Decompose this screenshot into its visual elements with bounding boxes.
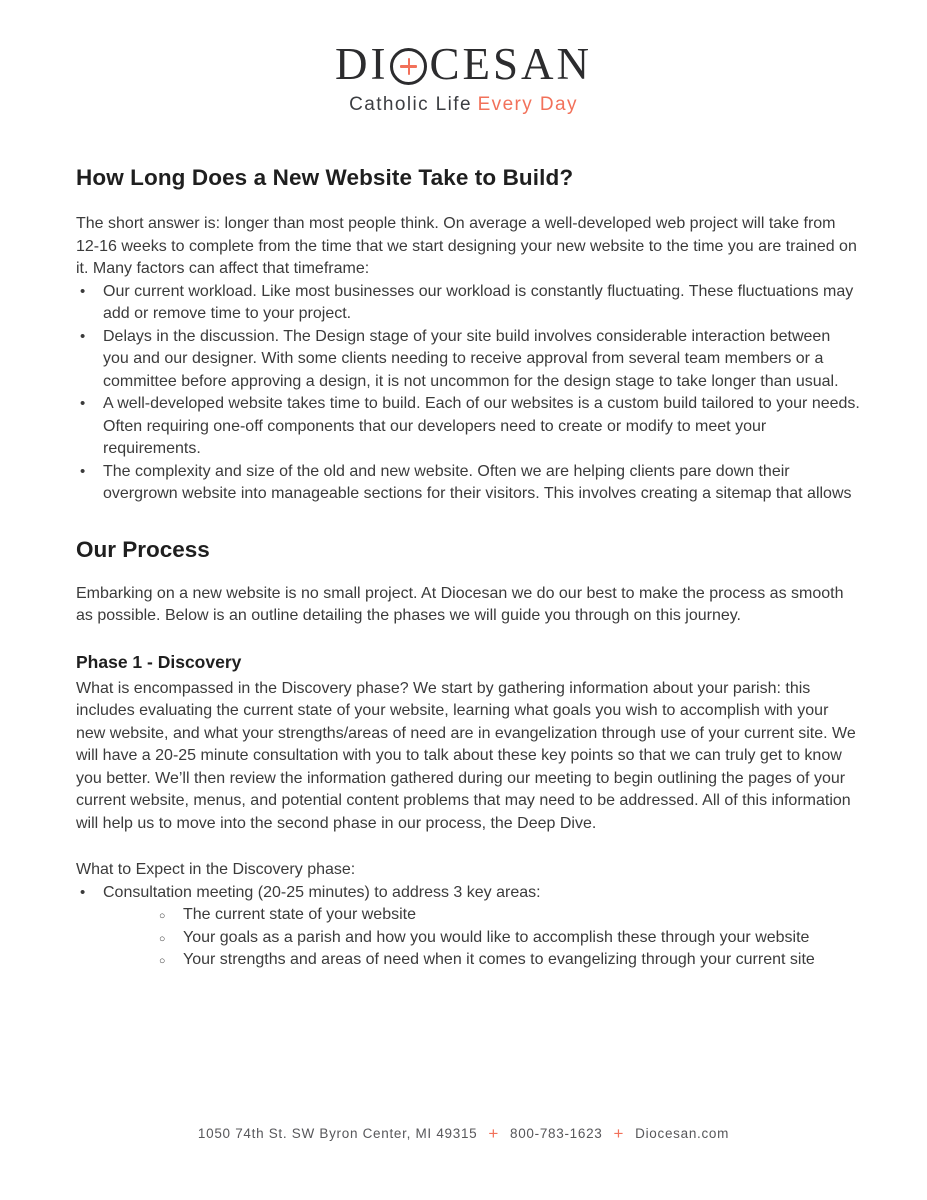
section-title-our-process: Our Process — [76, 536, 210, 562]
cross-vertical-bar — [408, 58, 410, 75]
footer-website: Diocesan.com — [635, 1126, 730, 1141]
list-item: • A well-developed website takes time to build. Each of our websites is a custom build tailored to your needs. Often requiring one-off components that our developers need to create or modify to meet your requirements. — [76, 393, 860, 461]
tagline-dark-text: Catholic Life — [349, 94, 472, 115]
logo-text-right: CESAN — [429, 39, 592, 89]
diocesan-logo — [0, 39, 927, 89]
plus-separator-icon: + — [488, 1124, 500, 1143]
circle-cross-icon — [390, 48, 427, 85]
phase1-body-paragraph: What is encompassed in the Discovery phase? We start by gathering information about your parish: this includes evaluating the current state of your website, learning what goals you wish to accomplish with your new website, and what your strengths/areas of need are in evangelization through use of your current site. We will have a 20-25 minute consultation with you to talk about these key points so that we can truly get to know you better. We’ll then review the information gathered during our meeting to begin outlining the pages of your current website, menus, and potential content problems that may need to be addressed. All of this information will help us to move into the second phase in our process, the Deep Dive. — [76, 679, 856, 832]
page-title: How Long Does a New Website Take to Build? — [76, 165, 574, 190]
tagline-accent-text: Every Day — [477, 94, 578, 115]
brand-header — [0, 0, 927, 116]
phase1-title: Phase 1 - Discovery — [76, 651, 242, 672]
logo-text-left: DI — [334, 39, 389, 89]
sublist-item: ○ Your goals as a parish and how you would like to accomplish these through your website — [158, 927, 860, 950]
intro-paragraph: The short answer is: longer than most people think. On average a well-developed web project will take from 12-16 weeks to complete from the time that we start designing your new website to the time you are trained on it. Many factors can affect that timeframe: — [76, 215, 857, 277]
sublist-item: ○ Your strengths and areas of need when it comes to evangelizing through your current site — [158, 949, 860, 972]
footer-phone: 800-783-1623 — [510, 1126, 603, 1141]
list-item: • Delays in the discussion. The Design stage of your site build involves considerable interaction between you and our designer. With some clients needing to receive approval from several team members or a committee before approving a design, it is not uncommon for the design stage to take longer than usual. — [76, 326, 860, 394]
expect-item-text: Consultation meeting (20-25 minutes) to address 3 key areas: — [103, 883, 541, 901]
list-item — [76, 882, 860, 972]
page-footer — [0, 1124, 927, 1144]
sublist-item: ○ The current state of your website — [158, 904, 860, 927]
expect-list — [76, 882, 860, 972]
expect-heading: What to Expect in the Discovery phase: — [76, 861, 356, 878]
list-item: • Our current workload. Like most businesses our workload is constantly fluctuating. These fluctuations may add or remove time to your project. — [76, 281, 860, 326]
footer-address: 1050 74th St. SW Byron Center, MI 49315 — [197, 1126, 478, 1141]
document-body — [76, 165, 860, 972]
factors-list — [76, 281, 860, 506]
plus-separator-icon: + — [613, 1124, 625, 1143]
process-intro-paragraph: Embarking on a new website is no small project. At Diocesan we do our best to make the process as smooth as possible. Below is an outline detailing the phases we will guide you through on this journey. — [76, 584, 844, 624]
expect-sublist — [158, 904, 860, 972]
brand-tagline — [0, 94, 927, 116]
list-item: • The complexity and size of the old and new website. Often we are helping clients pare down their overgrown website into manageable sections for their visitors. This involves creating a sitemap that allows — [76, 461, 860, 506]
